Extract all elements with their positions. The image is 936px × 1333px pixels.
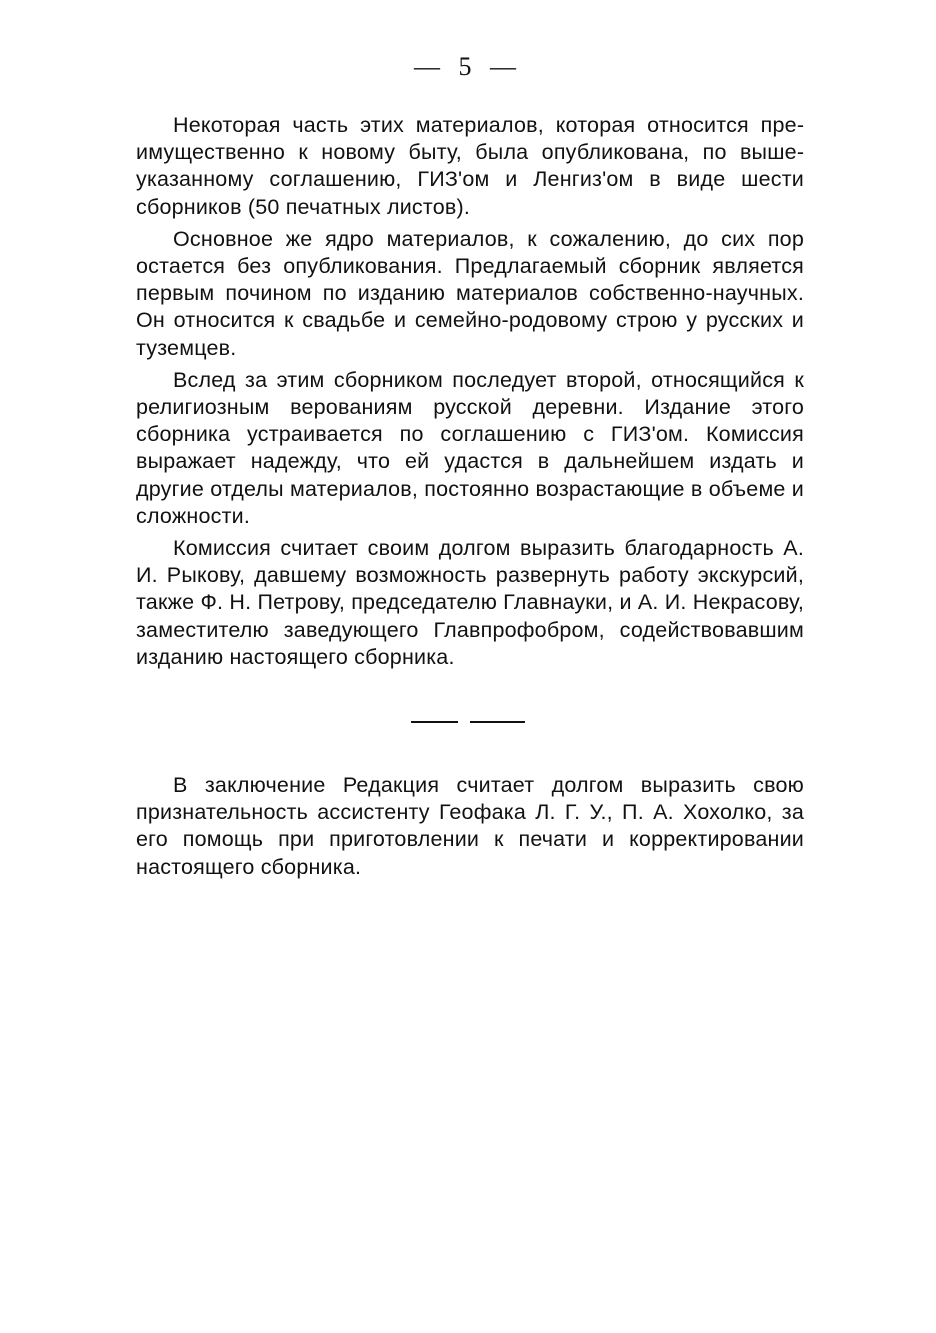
paragraph: Комиссия считает своим долгом выразить благодарность А. И. Рыкову, давшему возможность развернуть работу экскурсий, также Ф. Н. Петрову, председателю Главнауки, и А. И. Некрасову, заместителю заведующего Главпрофобром, содействовавшим изданию настоящего сборника. — [136, 536, 804, 669]
separator-line — [411, 721, 458, 723]
paragraph: Основное же ядро материалов, к сожалению, до сих пор остается без опубликования. Предлагаемый сборник является первым почином по изданию материалов собственно-научных. Он относится к свадьбе и семейно-родовому строю у русских и туземцев. — [136, 226, 804, 360]
paragraph: Некоторая часть этих материалов, которая относится преимущественно к новому быту, была опубликована, по вышеуказанному соглашению, ГИЗ'ом и Ленгиз'ом в виде шести сборников (50 печатных листов). — [136, 113, 804, 219]
acknowledgment-paragraph: В заключение Редакция считает долгом выразить свою признательность ассистенту Геофака Л. Г. У., П. А. Хохолко, за его помощь при приготовлении к печати и корректировании настоящего сборника. — [136, 773, 804, 879]
page-number: — 5 — — [414, 52, 522, 81]
main-text — [136, 112, 804, 676]
separator-line — [470, 721, 525, 723]
paragraph: Вслед за этим сборником последует второй, относящийся к религиозным верованиям русской деревни. Издание этого сборника устраивается по соглашению с ГИЗ'ом. Комиссия выражает надежду, что ей удастся в дальнейшем издать и другие отделы материалов, постоянно возрастающие в объеме и сложности. — [136, 367, 804, 528]
acknowledgment-text — [136, 772, 804, 886]
section-separator — [0, 721, 936, 723]
